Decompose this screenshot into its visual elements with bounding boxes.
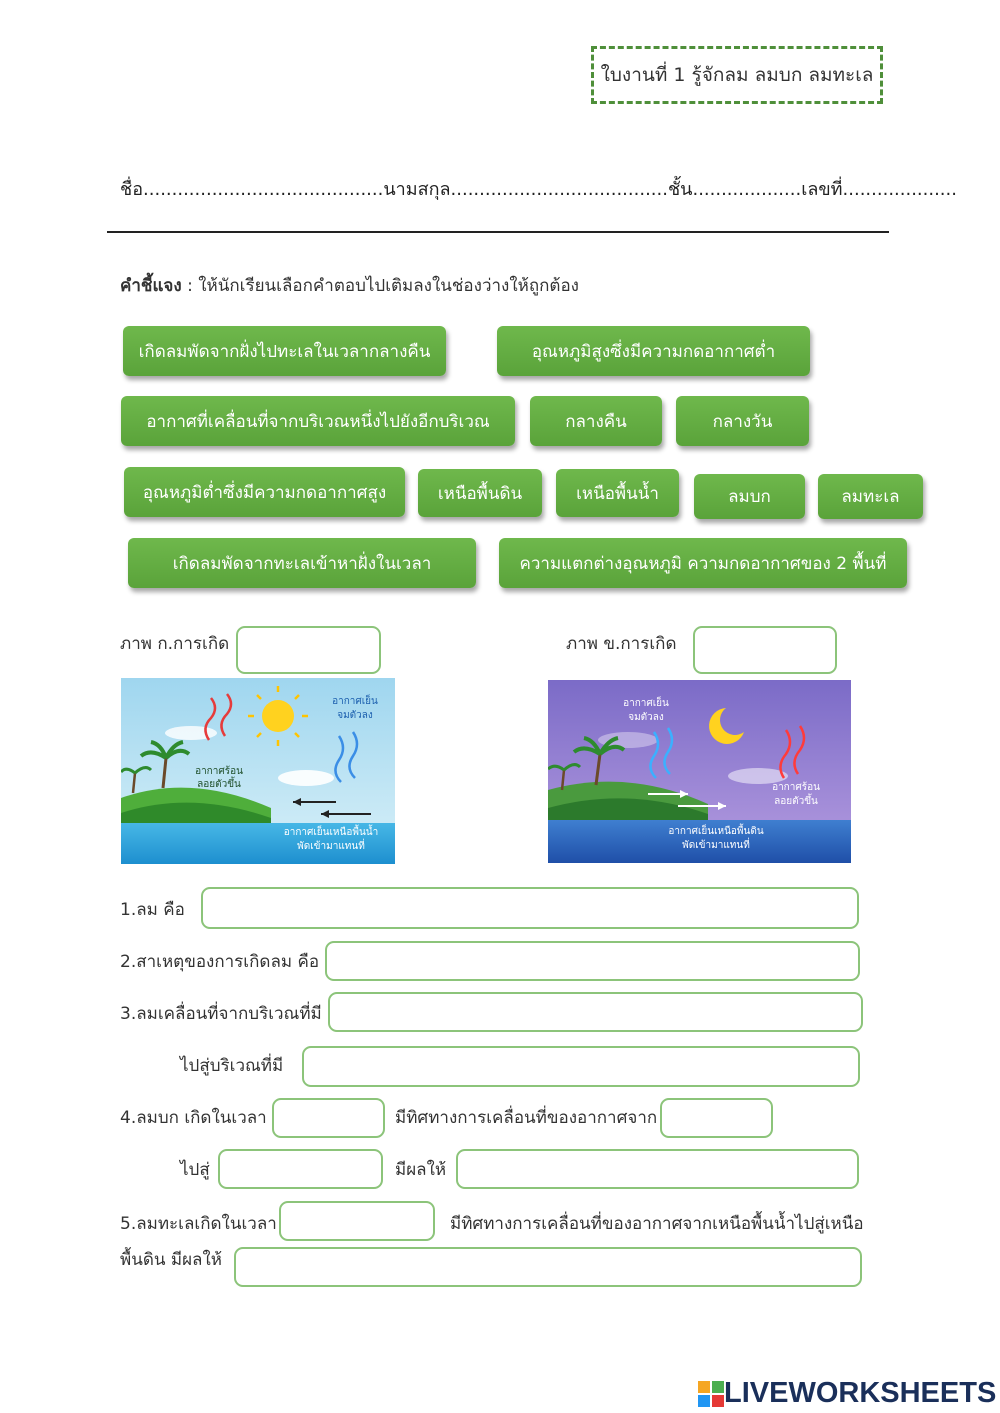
bottom-label-a-2: พัดเข้ามาแทนที่ [297, 841, 365, 852]
student-info-line: ชื่อ..........................................นามสกุล......................................ชั้น...................เลขที่.................... [120, 179, 957, 200]
warm-air-label-a-2: ลอยตัวขึ้น [197, 779, 241, 790]
q4-to-answer[interactable] [218, 1149, 383, 1189]
q3-input[interactable] [330, 994, 861, 1030]
cool-air-label-b-2: จมตัวลง [628, 712, 664, 723]
sun-icon [262, 700, 294, 732]
q4-direction-label: มีทิศทางการเคลื่อนที่ของอากาศจาก [395, 1108, 658, 1128]
q4-effect-answer[interactable] [456, 1149, 859, 1189]
q2-input[interactable] [327, 943, 858, 979]
q5-effect-input[interactable] [236, 1249, 860, 1285]
liveworksheets-logo [698, 1377, 996, 1410]
choice-chip[interactable]: ลมทะเล [818, 474, 923, 519]
q1-input[interactable] [203, 889, 857, 927]
choice-chip[interactable]: ลมบก [694, 474, 805, 519]
instruction [120, 272, 579, 299]
choice-chip[interactable]: เกิดลมพัดจากฝั่งไปทะเลในเวลากลางคืน [123, 326, 446, 376]
q1-label: 1.ลม คือ [120, 900, 185, 920]
cool-air-label-b: อากาศเย็น [623, 698, 669, 709]
q3b-answer[interactable] [302, 1046, 860, 1087]
q5-time-input[interactable] [281, 1203, 433, 1239]
q4-to-label: ไปสู่ [180, 1160, 210, 1180]
q4-time-answer[interactable] [272, 1098, 385, 1138]
choice-chip[interactable]: กลางคืน [530, 396, 662, 446]
choice-chip[interactable]: เหนือพื้นดิน [418, 469, 542, 517]
q4-label: 4.ลมบก เกิดในเวลา [120, 1108, 267, 1128]
choice-chip[interactable]: กลางวัน [676, 396, 809, 446]
q2-label: 2.สาเหตุของการเกิดลม คือ [120, 952, 320, 972]
q4-from-answer[interactable] [660, 1098, 773, 1138]
cool-air-label-a: อากาศเย็น [332, 696, 378, 707]
bottom-label-a: อากาศเย็นเหนือพื้นน้ำ [283, 827, 379, 838]
choice-chip[interactable]: อุณหภูมิสูงซึ่งมีความกดอากาศต่ำ [497, 326, 810, 376]
q5-label: 5.ลมทะเลเกิดในเวลา [120, 1214, 277, 1234]
sea-breeze-illustration [121, 678, 395, 864]
q3-answer[interactable] [328, 992, 863, 1032]
q5-time-answer[interactable] [279, 1201, 435, 1241]
choice-chip[interactable]: ความแตกต่างอุณหภูมิ ความกดอากาศของ 2 พื้นที่ [499, 538, 907, 588]
q5-effect-label: พื้นดิน มีผลให้ [120, 1250, 222, 1270]
q4-to-input[interactable] [220, 1151, 381, 1187]
q4-time-input[interactable] [274, 1100, 383, 1136]
bottom-label-b: อากาศเย็นเหนือพื้นดิน [668, 826, 764, 837]
worksheet-title: ใบงานที่ 1 รู้จักลม ลมบก ลมทะเล [591, 46, 883, 104]
q5-effect-answer[interactable] [234, 1247, 862, 1287]
warm-air-label-b: อากาศร้อน [772, 782, 820, 793]
q3b-input[interactable] [304, 1048, 858, 1085]
bottom-label-b-2: พัดเข้ามาแทนที่ [682, 840, 750, 851]
liveworksheets-wordmark: LIVEWORKSHEETS [724, 1377, 997, 1409]
picture-b-answer[interactable] [693, 626, 837, 674]
warm-air-label-b-2: ลอยตัวขึ้น [774, 796, 818, 807]
picture-a-answer[interactable] [236, 626, 381, 674]
q3b-label: ไปสู่บริเวณที่มี [180, 1056, 284, 1076]
q3-label: 3.ลมเคลื่อนที่จากบริเวณที่มี [120, 1004, 322, 1024]
choice-chip[interactable]: เหนือพื้นน้ำ [556, 469, 679, 517]
q4-from-input[interactable] [662, 1100, 771, 1136]
picture-b-label: ภาพ ข.การเกิด [566, 634, 677, 654]
choice-chip[interactable]: อากาศที่เคลื่อนที่จากบริเวณหนึ่งไปยังอีกบริเวณ [121, 396, 515, 446]
choice-chip[interactable]: อุณหภูมิต่ำซึ่งมีความกดอากาศสูง [124, 467, 405, 517]
picture-b-input[interactable] [695, 628, 835, 672]
divider [107, 231, 889, 233]
q4-effect-label: มีผลให้ [395, 1160, 447, 1180]
q2-answer[interactable] [325, 941, 860, 981]
q5-direction-label: มีทิศทางการเคลื่อนที่ของอากาศจากเหนือพื้นน้ำไปสู่เหนือ [450, 1214, 864, 1234]
instruction-label: คำชี้แจง [120, 276, 182, 296]
liveworksheets-logo-icon [698, 1381, 724, 1407]
q4-effect-input[interactable] [458, 1151, 857, 1187]
instruction-text: : ให้นักเรียนเลือกคำตอบไปเติมลงในช่องว่างให้ถูกต้อง [181, 276, 579, 296]
cool-air-label-a-2: จมตัวลง [337, 710, 373, 721]
land-breeze-illustration [548, 680, 851, 863]
warm-air-label-a: อากาศร้อน [195, 766, 243, 777]
picture-a-label: ภาพ ก.การเกิด [120, 634, 230, 654]
picture-a-input[interactable] [238, 628, 379, 672]
q1-answer[interactable] [201, 887, 859, 929]
choice-chip[interactable]: เกิดลมพัดจากทะเลเข้าหาฝั่งในเวลา [128, 538, 476, 588]
